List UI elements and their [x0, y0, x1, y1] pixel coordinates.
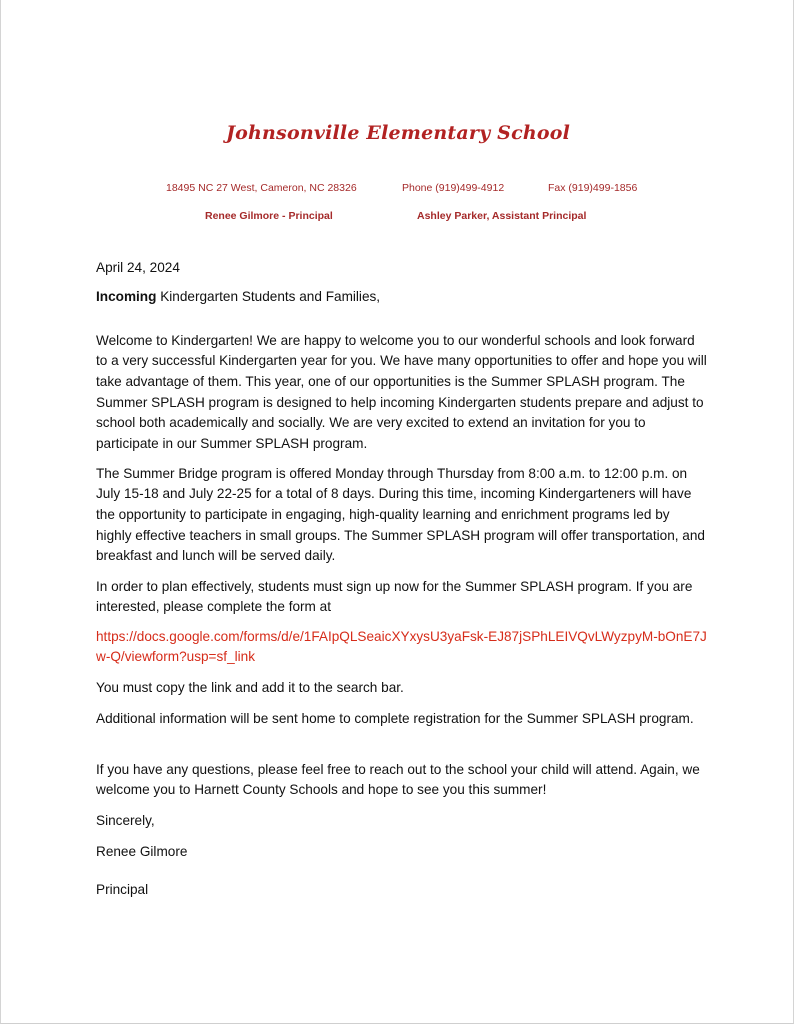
additional-info-paragraph: Additional information will be sent home to complete registration for the Summer SPLASH program.	[96, 710, 694, 726]
form-link[interactable]: https://docs.google.com/forms/d/e/1FAIpQLSeaicXYxysU3yaFsk-EJ87jSPhLEIVQvLWyzpyM-bOnE7Jw-Q/viewform?usp=sf_link	[96, 628, 707, 665]
school-name: Johnsonville Elementary School	[225, 122, 571, 144]
principal-name: Renee Gilmore - Principal	[205, 210, 333, 222]
copy-link-note: You must copy the link and add it to the search bar.	[96, 679, 404, 695]
questions-paragraph: If you have any questions, please feel free to reach out to the school your child will attend. Again, we welcome you to Harnett County Schools and hope to see you this summer!	[96, 761, 700, 798]
school-phone: Phone (919)499-4912	[402, 182, 505, 194]
salutation-rest: Kindergarten Students and Families,	[156, 289, 381, 304]
salutation	[96, 287, 708, 308]
school-fax: Fax (919)499-1856	[548, 182, 638, 194]
signer-title: Principal	[96, 881, 149, 897]
program-details-paragraph: The Summer Bridge program is offered Monday through Thursday from 8:00 a.m. to 12:00 p.m. on July 15-18 and July 22-25 for a total of 8 days. During this time, incoming Kindergarteners will have the opportunity to participate in engaging, high-quality learning and enrichment programs led by highly effective teachers in small groups. The Summer SPLASH program will offer transportation, and breakfast and lunch will be served daily.	[96, 465, 705, 564]
closing: Sincerely,	[96, 812, 155, 828]
signer-name: Renee Gilmore	[96, 843, 188, 859]
signup-paragraph: In order to plan effectively, students must sign up now for the Summer SPLASH program. If you are interested, please complete the form at	[96, 578, 693, 615]
school-address: 18495 NC 27 West, Cameron, NC 28326	[166, 182, 357, 194]
salutation-bold: Incoming	[96, 289, 157, 304]
letter-date: April 24, 2024	[96, 260, 180, 275]
assistant-principal-name: Ashley Parker, Assistant Principal	[417, 210, 587, 222]
welcome-paragraph: Welcome to Kindergarten! We are happy to welcome you to our wonderful schools and look forward to a very successful Kindergarten year for you. We have many opportunities to offer and hope you will take advantage of them. This year, one of our opportunities is the Summer SPLASH program. The Summer SPLASH program is designed to help incoming Kindergarten students prepare and adjust to school both academically and socially. We are very excited to extend an invitation for you to participate in our Summer SPLASH program.	[96, 332, 707, 452]
